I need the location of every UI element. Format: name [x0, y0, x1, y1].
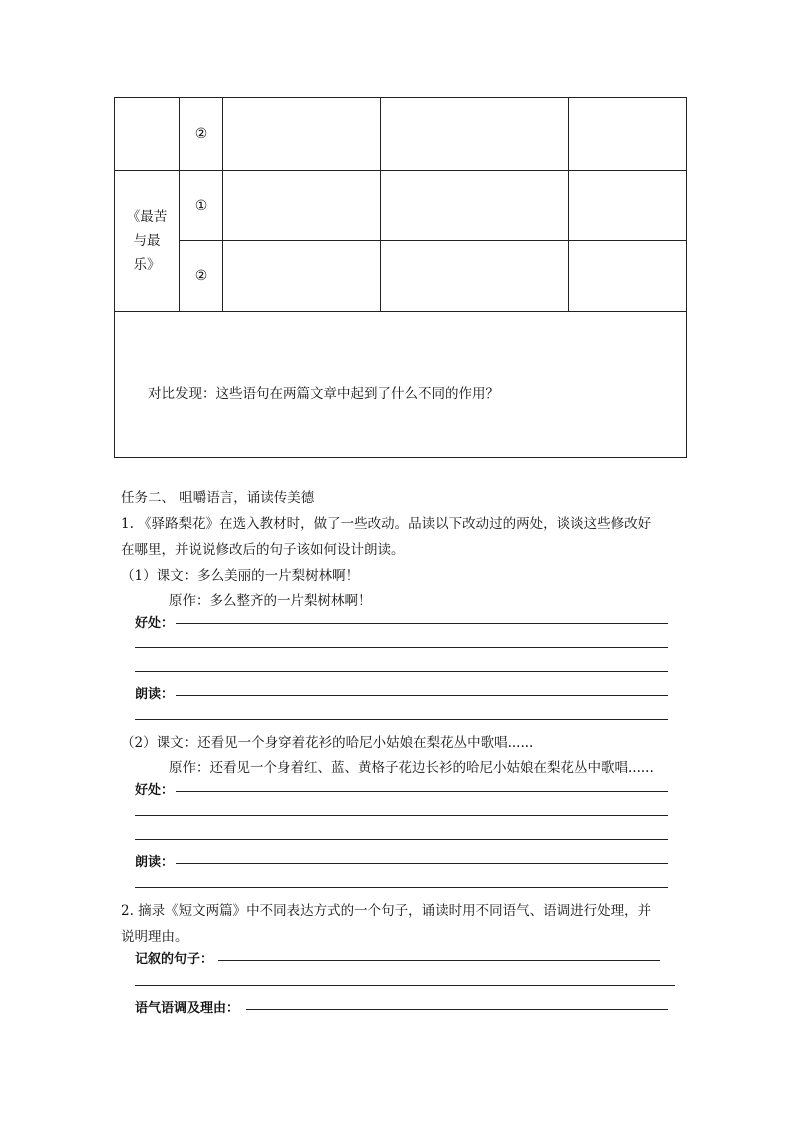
answer-cell[interactable] [223, 171, 381, 241]
answer-line[interactable] [135, 887, 668, 888]
item2-original: 原作：还看见一个身着红、蓝、黄格子花边长衫的哈尼小姑娘在梨花丛中歌唱...... [169, 760, 654, 776]
benefit-label: 好处： [135, 783, 175, 798]
tone-reason-label: 语气语调及理由： [135, 1001, 240, 1016]
q2-prompt-line2: 说明理由。 [121, 929, 189, 945]
item2-text: （2）课文：还看见一个身穿着花衫的哈尼小姑娘在梨花丛中歌唱...... [121, 735, 534, 751]
narrative-sentence-label: 记叙的句子： [135, 952, 214, 967]
read-label: 朗读： [135, 855, 175, 870]
work-cell [115, 98, 180, 171]
answer-line[interactable] [218, 960, 660, 961]
read-label: 朗读： [135, 687, 175, 702]
answer-cell[interactable] [381, 241, 569, 312]
compare-cell[interactable] [115, 312, 687, 458]
task2-heading: 任务二、 咀嚼语言，诵读传美德 [121, 490, 315, 506]
answer-cell[interactable] [569, 171, 687, 241]
answer-cell[interactable] [381, 171, 569, 241]
answer-line[interactable] [135, 839, 668, 840]
work-title-cell [115, 171, 180, 312]
answer-line[interactable] [135, 671, 668, 672]
q1-prompt-line1: 1. 《驿路梨花》在选入教材时，做了一些改动。品读以下改动过的两处，谈谈这些修改好 [121, 516, 652, 532]
q1-prompt-line2: 在哪里，并说说修改后的句子该如何设计朗读。 [121, 542, 405, 558]
q2-prompt-line1: 2. 摘录《短文两篇》中不同表达方式的一个句子，诵读时用不同语气、语调进行处理，并 [121, 903, 652, 919]
answer-cell[interactable] [223, 241, 381, 312]
table-row [115, 98, 687, 171]
item-number: ① [180, 171, 223, 241]
table-row [115, 241, 687, 312]
table-row [115, 312, 687, 458]
answer-line[interactable] [246, 1009, 668, 1010]
compare-prompt: 对比发现：这些语句在两篇文章中起到了什么不同的作用？ [148, 385, 499, 402]
answer-line[interactable] [135, 985, 675, 986]
benefit-label: 好处： [135, 616, 175, 631]
answer-line[interactable] [176, 695, 668, 696]
answer-line[interactable] [176, 863, 668, 864]
item-number: ② [180, 98, 223, 171]
answer-line[interactable] [176, 791, 668, 792]
answer-cell[interactable] [569, 98, 687, 171]
answer-cell[interactable] [381, 98, 569, 171]
answer-line[interactable] [135, 815, 668, 816]
item1-original: 原作：多么整齐的一片梨树林啊！ [169, 593, 372, 609]
comparison-table [114, 97, 687, 458]
table-row [115, 171, 687, 241]
item-number: ② [180, 241, 223, 312]
answer-cell[interactable] [223, 98, 381, 171]
answer-line[interactable] [176, 623, 668, 624]
work-title: 《最苦与最乐》 [126, 209, 168, 273]
answer-line[interactable] [135, 647, 668, 648]
item1-text: （1）课文：多么美丽的一片梨树林啊！ [121, 568, 360, 584]
answer-cell[interactable] [569, 241, 687, 312]
answer-line[interactable] [135, 719, 668, 720]
